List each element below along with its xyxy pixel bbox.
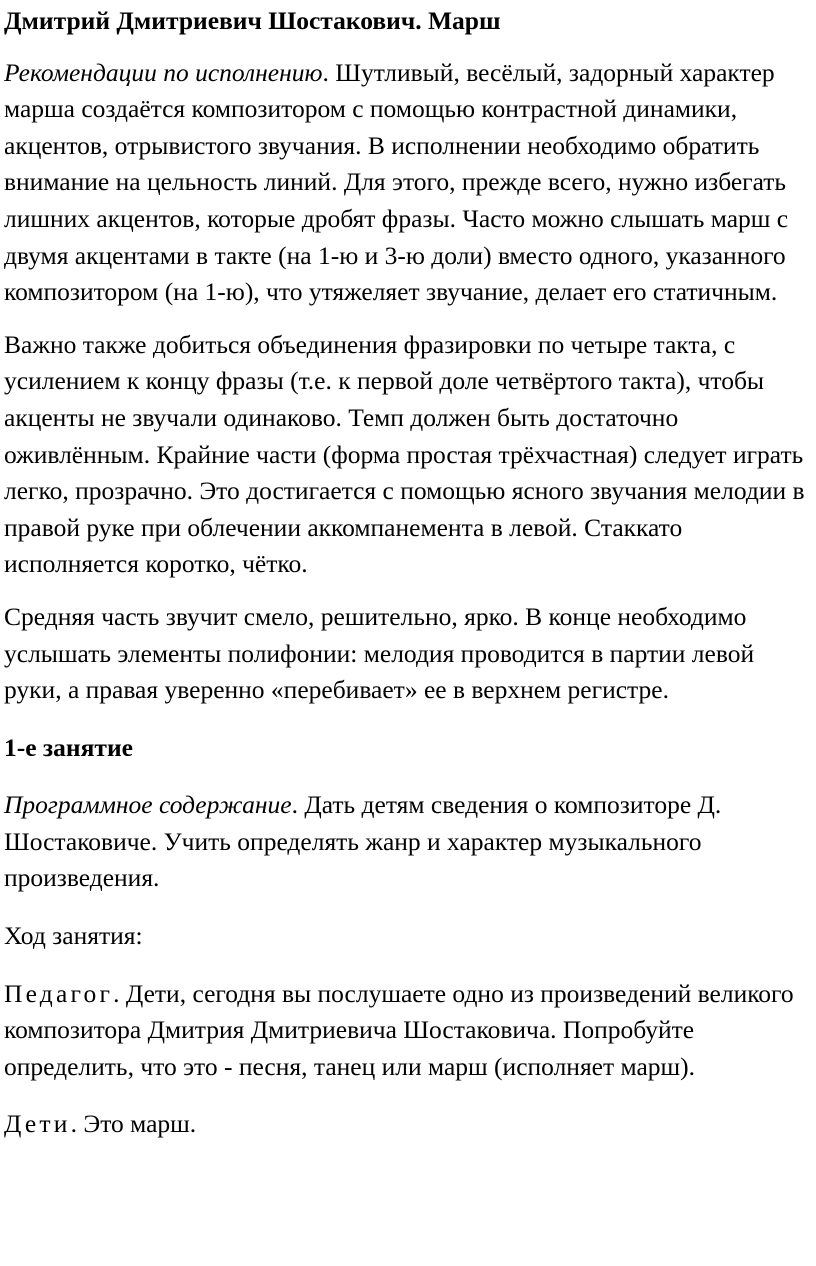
program-label: Программное содержание bbox=[4, 790, 292, 820]
teacher-line bbox=[4, 976, 808, 1086]
recommendations-text: . Шутливый, весёлый, задорный характер марша создаётся композитором с помощью контрастной динамики, акцентов, отрывистого звучания. В исполнении необходимо обратить внимание на цельность линий. Для этого, прежде всего, нужно избегать лишних акцентов, которые дробят фразы. Часто можно слышать марш с двумя акцентами в такте (на 1-ю и 3-ю доли) вместо одного, указанного композитором (на 1-ю), что утяжеляет звучание, делает его статичным. bbox=[4, 57, 789, 307]
program-text: . Дать детям сведения о композиторе Д. Шостаковиче. Учить определять жанр и характер музыкального произведения. bbox=[4, 790, 722, 893]
document-title: Дмитрий Дмитриевич Шостакович. Марш bbox=[4, 6, 501, 35]
children-text: . Это марш. bbox=[70, 1109, 197, 1139]
recommendations-paragraph bbox=[4, 55, 808, 311]
lesson-heading: 1-е занятие bbox=[4, 732, 133, 762]
middle-part-paragraph: Средняя часть звучит смело, решительно, ярко. В конце необходимо услышать элементы полифонии: мелодия проводится в партии левой руки, а правая уверенно «перебивает» ее в верхнем регистре. bbox=[4, 601, 755, 705]
lesson-flow-label: Ход занятия: bbox=[4, 921, 143, 951]
teacher-speaker: Педагог bbox=[4, 978, 114, 1008]
teacher-text: . Дети, сегодня вы послушаете одно из произведений великого композитора Дмитрия Дмитриевича Шостаковича. Попробуйте определить, что это - песня, танец или марш (исполняет марш). bbox=[4, 978, 794, 1081]
children-line bbox=[4, 1106, 808, 1143]
children-speaker: Дети bbox=[4, 1109, 71, 1139]
recommendations-label: Рекомендации по исполнению bbox=[4, 57, 323, 87]
program-paragraph bbox=[4, 787, 808, 897]
phrasing-paragraph: Важно также добиться объединения фразировки по четыре такта, с усилением к концу фразы (т.е. к первой доле четвёртого такта), чтобы акценты не звучали одинаково. Темп должен быть достаточно оживлённым. Крайние части (форма простая трёхчастная) следует играть легко, прозрачно. Это достигается с помощью ясного звучания мелодии в правой руке при облечении аккомпанемента в левой. Стаккато исполняется коротко, чётко. bbox=[4, 329, 805, 579]
